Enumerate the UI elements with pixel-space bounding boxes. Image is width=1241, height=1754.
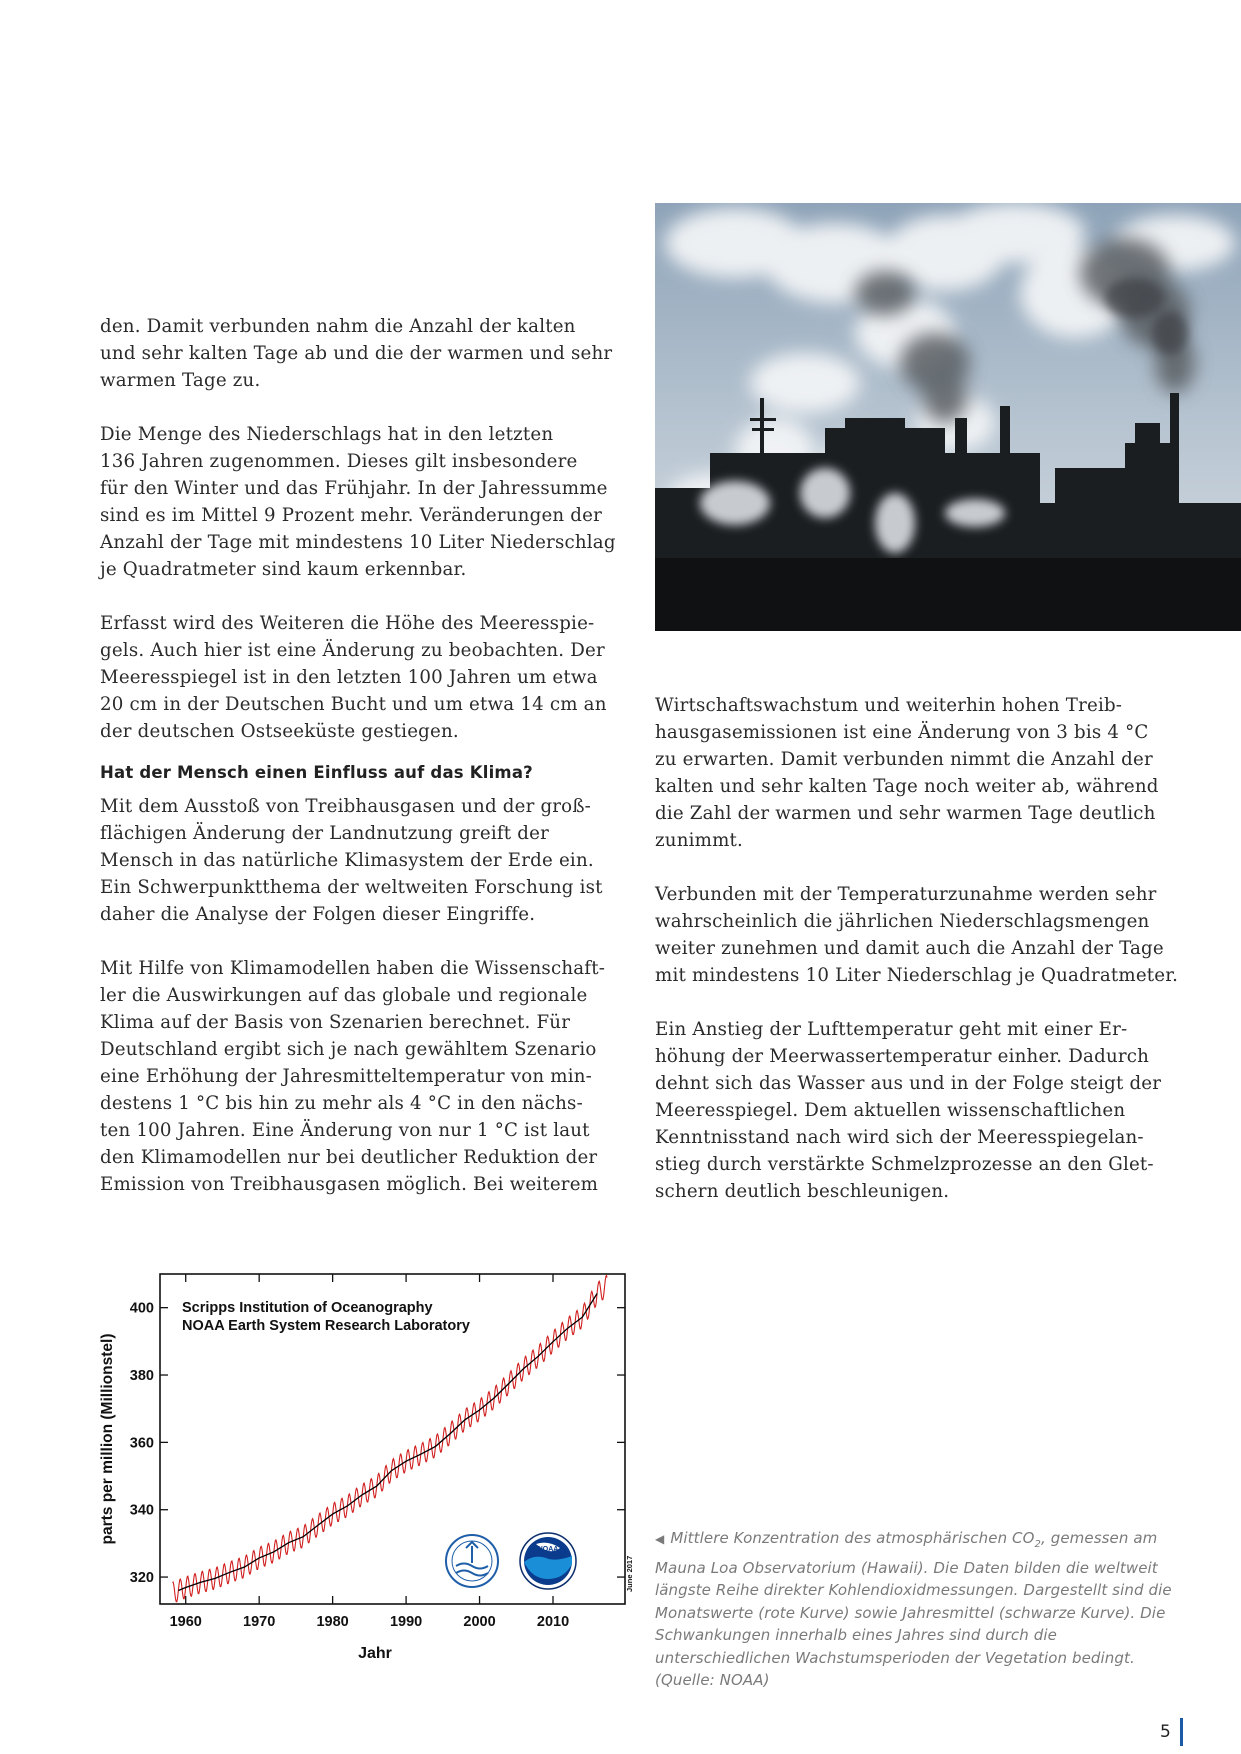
paragraph: Ein Anstieg der Lufttemperatur geht mit einer Er- höhung der Meerwassertemperatur einher. Dadurch dehnt sich das Wasser aus und in der Folge steigt der Meeresspiegel. Dem aktuellen wissenschaftlichen Kenntnisstand nach wird sich der Meeresspiegelan- stieg durch verstärkte Schmelzprozesse an den Glet- schern deutlich beschleunigen. [655,1019,1162,1202]
y-tick-label: 320 [129,1570,154,1587]
chart-caption [655,1527,1175,1692]
y-tick-label: 380 [129,1368,154,1385]
text-column-right [655,692,1195,1205]
caption-text-cont: , gemessen am Mauna Loa Observatorium (Hawaii). Die Daten bilden die weltweit längste Reihe direkter Kohlendioxidmessungen. Dargestellt sind die Monatswerte (rote Kurve) sowie Jahresmittel (schwarze Kurve). Die Schwankungen innerhalb eines Jahres sind durch die unterschiedlichen Wachstumsperioden der Vegetation bedingt. (Quelle: NOAA) [655,1529,1172,1689]
caption-text: Mittlere Konzentration des atmosphärischen CO [670,1529,1035,1547]
page-number-bar [1180,1718,1183,1746]
y-tick-label: 340 [129,1502,154,1519]
factory-smoke-photo [655,203,1241,631]
chart-title-line-2: NOAA Earth System Research Laboratory [182,1318,470,1334]
x-tick-label: 1960 [169,1614,202,1630]
svg-text:NOAA: NOAA [537,1546,559,1553]
y-tick-label: 360 [129,1435,154,1452]
x-tick-label: 2010 [536,1614,570,1630]
section-heading: Hat der Mensch einen Einfluss auf das Klima? [100,763,533,782]
x-tick-label: 1990 [389,1614,423,1630]
page-number: 5 [1160,1722,1171,1742]
text-column-left [100,313,640,1198]
caption-marker-icon: ◀ [655,1532,665,1546]
noaa-logo-icon [520,1533,576,1589]
x-tick-label: 2000 [463,1614,496,1630]
y-axis-label: parts per million (Millionstel) [99,1333,116,1545]
y-tick-label: 400 [129,1300,154,1317]
paragraph: Mit dem Ausstoß von Treibhausgasen und der groß- flächigen Änderung der Landnutzung greift der Mensch in das natürliche Klimasystem der Erde ein. Ein Schwerpunktthema der weltweiten Forschung ist daher die Analyse der Folgen dieser Eingriffe. [100,796,603,925]
co2-chart [90,1262,650,1682]
paragraph: Wirtschaftswachstum und weiterhin hohen Treib- hausgasemissionen ist eine Änderung von 3 bis 4 °C zu erwarten. Damit verbunden nimmt die Anzahl der kalten und sehr kalten Tage noch weiter ab, während die Zahl der warmen und sehr warmen Tage deutlich zunimmt. [655,695,1159,851]
side-note: June 2017 [625,1555,634,1592]
caption-subscript: 2 [1034,1539,1041,1550]
scripps-logo-icon [446,1535,498,1587]
chart-title-line-1: Scripps Institution of Oceanography [182,1300,433,1316]
x-axis-label: Jahr [358,1645,392,1662]
x-tick-label: 1970 [243,1614,276,1630]
x-tick-label: 1980 [316,1614,349,1630]
paragraph: Verbunden mit der Temperaturzunahme werden sehr wahrscheinlich die jährlichen Niederschlagsmengen weiter zunehmen und damit auch die Anzahl der Tage mit mindestens 10 Liter Niederschlag je Quadratmeter. [655,884,1179,986]
paragraph: Mit Hilfe von Klimamodellen haben die Wissenschaft- ler die Auswirkungen auf das globale und regionale Klima auf der Basis von Szenarien berechnet. Für Deutschland ergibt sich je nach gewähltem Szenario eine Erhöhung der Jahresmitteltemperatur von min- destens 1 °C bis hin zu mehr als 4 °C in den nächs- ten 100 Jahren. Eine Änderung von nur 1 °C ist laut den Klimamodellen nur bei deutlicher Reduktion der Emission von Treibhausgasen möglich. Bei weiterem [100,958,606,1195]
paragraph: den. Damit verbunden nahm die Anzahl der kalten und sehr kalten Tage ab und die der warmen und sehr warmen Tage zu. [100,316,613,391]
paragraph: Die Menge des Niederschlags hat in den letzten 136 Jahren zugenommen. Dieses gilt insbesondere für den Winter und das Frühjahr. In der Jahressumme sind es im Mittel 9 Prozent mehr. Veränderungen der Anzahl der Tage mit mindestens 10 Liter Niederschlag je Quadratmeter sind kaum erkennbar. [100,424,616,580]
paragraph: Erfasst wird des Weiteren die Höhe des Meeresspie- gels. Auch hier ist eine Änderung zu beobachten. Der Meeresspiegel ist in den letzten 100 Jahren um etwa 20 cm in der Deutschen Bucht und um etwa 14 cm an der deutschen Ostseeküste gestiegen. [100,613,607,742]
